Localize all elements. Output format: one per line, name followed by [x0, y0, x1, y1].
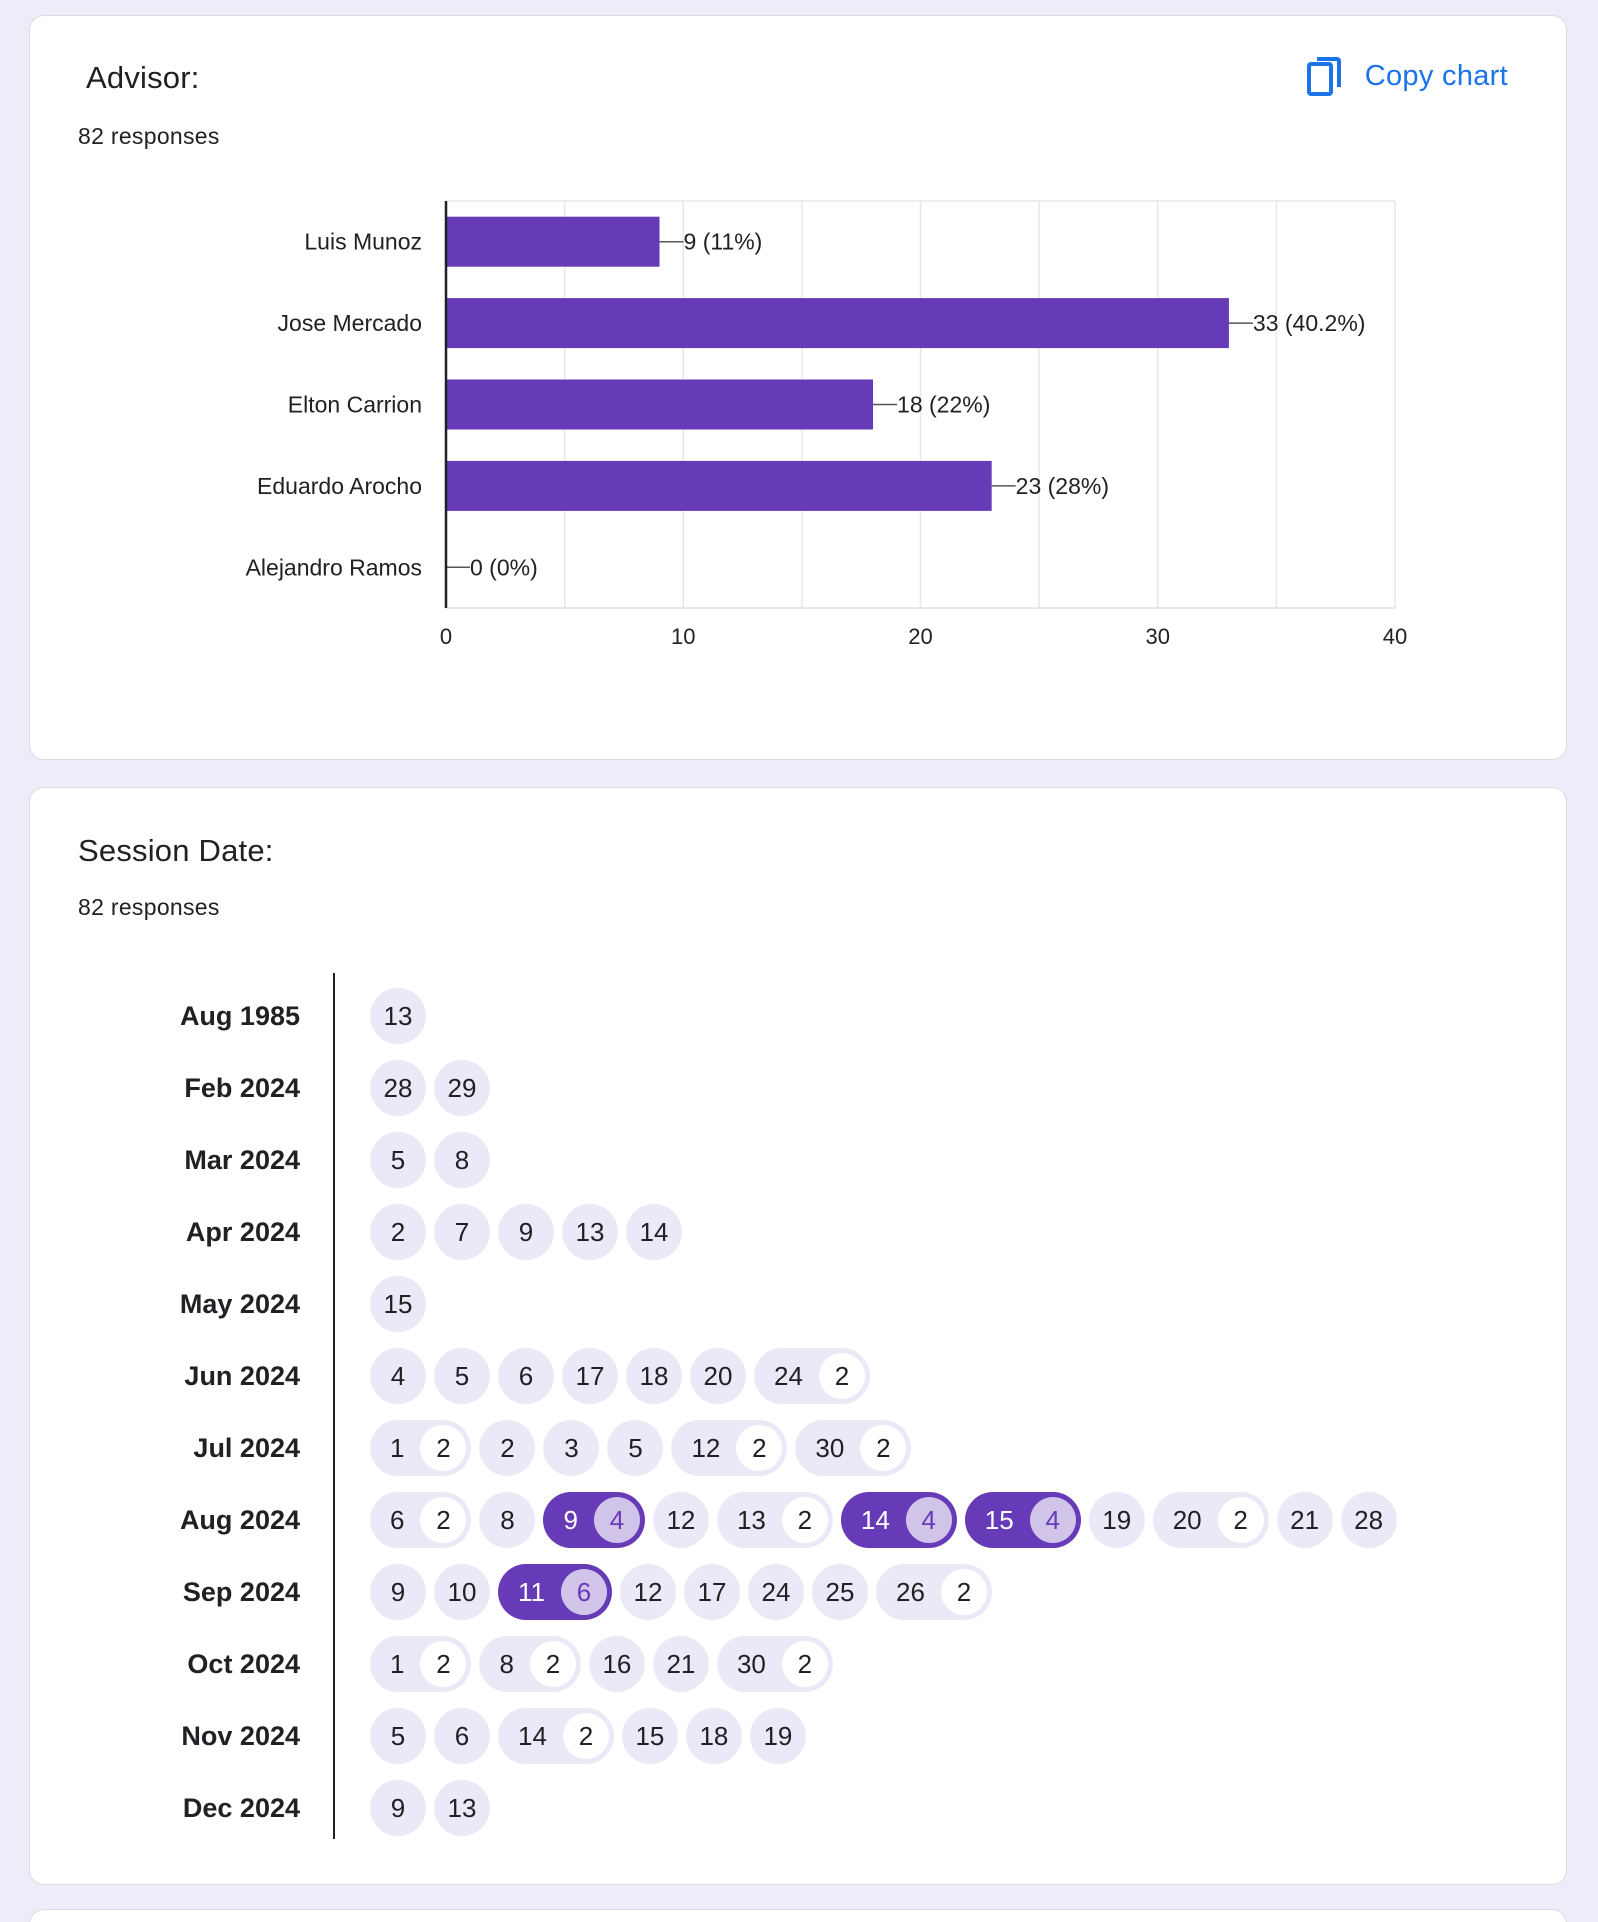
day-count-badge: 2	[782, 1497, 828, 1543]
day-number: 16	[602, 1648, 632, 1679]
day-chip	[562, 1348, 618, 1404]
day-chip	[370, 1708, 426, 1764]
month-label: Feb 2024	[184, 1073, 300, 1103]
month-label: Oct 2024	[187, 1649, 300, 1679]
month-label: Apr 2024	[185, 1217, 300, 1247]
day-count-badge: 2	[736, 1425, 782, 1471]
day-chip	[370, 1780, 426, 1836]
month-row	[30, 1276, 1566, 1332]
day-chip	[498, 1204, 554, 1260]
month-row	[30, 1348, 1566, 1404]
day-number: 6	[518, 1360, 534, 1391]
day-number: 21	[666, 1648, 696, 1679]
month-row	[30, 1636, 1566, 1692]
day-number: 1	[390, 1648, 405, 1679]
day-number: 20	[1172, 1504, 1202, 1535]
day-chip	[748, 1564, 804, 1620]
day-count-badge: 2	[782, 1641, 828, 1687]
day-chip	[543, 1420, 599, 1476]
day-count-badge: 2	[563, 1713, 609, 1759]
day-chips	[370, 1276, 426, 1332]
day-chip	[589, 1636, 645, 1692]
day-chip	[671, 1420, 787, 1476]
month-label: Aug 2024	[179, 1505, 300, 1535]
advisor-bar-chart	[30, 16, 1568, 761]
day-number: 29	[447, 1072, 477, 1103]
day-number: 13	[575, 1216, 605, 1247]
day-chip	[876, 1564, 992, 1620]
day-chip	[684, 1564, 740, 1620]
month-label: Sep 2024	[182, 1577, 300, 1607]
x-tick-label: 40	[1382, 624, 1408, 649]
day-chips	[370, 1204, 682, 1260]
day-count-badge: 2	[941, 1569, 987, 1615]
day-chips	[370, 1492, 1397, 1548]
day-number: 21	[1290, 1504, 1320, 1535]
day-chip	[1153, 1492, 1269, 1548]
day-chip	[750, 1708, 806, 1764]
day-chip	[965, 1492, 1081, 1548]
data-label: 18 (22%)	[897, 391, 991, 418]
day-number: 14	[639, 1216, 669, 1247]
day-chip	[370, 1132, 426, 1188]
day-number: 1	[390, 1432, 405, 1463]
x-tick-label: 0	[439, 624, 453, 649]
day-number: 15	[383, 1288, 413, 1319]
day-number: 5	[454, 1360, 470, 1391]
month-label: Dec 2024	[182, 1793, 300, 1823]
day-chip	[498, 1348, 554, 1404]
day-count-badge: 2	[819, 1353, 865, 1399]
day-number: 9	[563, 1504, 578, 1535]
day-chip	[479, 1420, 535, 1476]
day-chip	[620, 1564, 676, 1620]
day-number: 12	[691, 1432, 721, 1463]
day-count-badge: 4	[1030, 1497, 1076, 1543]
day-chip	[622, 1708, 678, 1764]
day-chip	[1341, 1492, 1397, 1548]
day-number: 25	[825, 1576, 855, 1607]
day-chip	[795, 1420, 911, 1476]
day-count-badge: 2	[1218, 1497, 1264, 1543]
day-count-badge: 2	[530, 1641, 576, 1687]
month-row	[30, 1204, 1566, 1260]
day-chip	[434, 1204, 490, 1260]
day-chips	[370, 1420, 911, 1476]
month-label: Aug 1985	[179, 1001, 300, 1031]
day-count-badge: 2	[420, 1497, 466, 1543]
day-chip	[370, 988, 426, 1044]
day-chip	[841, 1492, 957, 1548]
data-label: 23 (28%)	[1015, 472, 1110, 499]
day-chip	[370, 1564, 426, 1620]
copy-chart-label: Copy chart	[1364, 59, 1508, 92]
day-chip	[498, 1708, 614, 1764]
day-number: 19	[1102, 1504, 1132, 1535]
day-number: 12	[633, 1576, 663, 1607]
day-number: 2	[390, 1216, 406, 1247]
day-number: 14	[518, 1720, 547, 1751]
day-chip	[754, 1348, 870, 1404]
day-chip	[626, 1348, 682, 1404]
day-number: 15	[984, 1504, 1014, 1535]
day-chip	[686, 1708, 742, 1764]
day-number: 18	[639, 1360, 669, 1391]
day-chip	[434, 1780, 490, 1836]
x-tick-label: 10	[671, 624, 696, 649]
month-label: Jun 2024	[184, 1361, 300, 1391]
month-label: Mar 2024	[184, 1145, 300, 1175]
day-chip	[479, 1636, 580, 1692]
month-row	[30, 1564, 1566, 1620]
category-label: Jose Mercado	[277, 310, 422, 337]
bar	[446, 298, 1229, 348]
data-label: 9 (11%)	[683, 228, 763, 255]
next-card	[29, 1909, 1567, 1922]
day-number: 9	[518, 1216, 534, 1247]
day-chip	[653, 1492, 709, 1548]
day-number: 17	[575, 1360, 605, 1391]
month-row	[30, 1132, 1566, 1188]
day-number: 26	[896, 1576, 925, 1607]
day-number: 7	[454, 1216, 470, 1247]
day-chip	[607, 1420, 663, 1476]
day-chip	[543, 1492, 644, 1548]
day-number: 17	[697, 1576, 727, 1607]
day-chips	[370, 988, 426, 1044]
day-number: 20	[703, 1360, 733, 1391]
day-chip	[653, 1636, 709, 1692]
day-count-badge: 2	[860, 1425, 906, 1471]
day-chip	[1277, 1492, 1333, 1548]
month-row	[30, 1780, 1566, 1836]
day-chips	[370, 1348, 870, 1404]
x-tick-label: 20	[908, 624, 933, 649]
day-number: 28	[1354, 1504, 1384, 1535]
x-tick-label: 30	[1145, 624, 1170, 649]
day-count-badge: 2	[420, 1425, 466, 1471]
day-chips	[370, 1780, 490, 1836]
day-number: 3	[564, 1432, 579, 1463]
advisor-response-count: 82 responses	[78, 123, 220, 149]
day-count-badge: 4	[594, 1497, 640, 1543]
day-number: 6	[390, 1504, 405, 1535]
day-chip	[370, 1348, 426, 1404]
day-number: 13	[383, 1000, 413, 1031]
category-label: Elton Carrion	[287, 391, 422, 418]
month-label: Nov 2024	[181, 1721, 300, 1751]
day-chip	[626, 1204, 682, 1260]
day-chip	[370, 1636, 471, 1692]
day-number: 24	[761, 1576, 791, 1607]
day-number: 8	[454, 1144, 470, 1175]
day-number: 5	[390, 1720, 406, 1751]
month-row	[30, 1420, 1566, 1476]
advisor-card	[29, 15, 1567, 760]
day-number: 11	[518, 1576, 545, 1607]
day-number: 19	[763, 1720, 793, 1751]
day-number: 18	[699, 1720, 729, 1751]
day-number: 9	[390, 1792, 406, 1823]
day-chip	[434, 1708, 490, 1764]
day-number: 28	[383, 1072, 413, 1103]
day-chip	[434, 1564, 490, 1620]
day-number: 2	[500, 1432, 515, 1463]
day-number: 13	[447, 1792, 477, 1823]
day-chips	[370, 1708, 806, 1764]
data-label: 33 (40.2%)	[1252, 310, 1366, 337]
day-number: 6	[454, 1720, 470, 1751]
day-chips	[370, 1132, 490, 1188]
day-chip	[370, 1276, 426, 1332]
day-chip	[690, 1348, 746, 1404]
month-label: Jul 2024	[193, 1433, 300, 1463]
category-label: Alejandro Ramos	[245, 554, 422, 581]
day-number: 5	[628, 1432, 643, 1463]
session-response-count: 82 responses	[78, 894, 220, 920]
advisor-title: Advisor:	[86, 60, 200, 95]
day-number: 30	[815, 1432, 845, 1463]
day-number: 10	[447, 1576, 477, 1607]
day-count-badge: 2	[420, 1641, 466, 1687]
session-date-card	[29, 787, 1567, 1885]
bar	[446, 380, 873, 430]
data-label: 0 (0%)	[470, 554, 538, 581]
day-chip	[498, 1564, 612, 1620]
month-row	[30, 1708, 1566, 1764]
month-row	[30, 1492, 1566, 1548]
session-title: Session Date:	[78, 833, 274, 868]
day-chip	[717, 1492, 833, 1548]
month-label: May 2024	[179, 1289, 300, 1319]
day-chip	[434, 1132, 490, 1188]
day-chip	[370, 1420, 471, 1476]
day-number: 5	[390, 1144, 406, 1175]
day-chip	[434, 1060, 490, 1116]
day-chip	[812, 1564, 868, 1620]
day-number: 8	[500, 1504, 515, 1535]
day-chip	[1089, 1492, 1145, 1548]
day-chip	[370, 1204, 426, 1260]
day-number: 30	[736, 1648, 766, 1679]
day-chips	[370, 1636, 833, 1692]
month-row	[30, 1060, 1566, 1116]
day-count-badge: 4	[906, 1497, 952, 1543]
bar	[446, 217, 660, 267]
day-number: 14	[860, 1504, 890, 1535]
day-number: 12	[666, 1504, 696, 1535]
day-number: 13	[736, 1504, 766, 1535]
day-chip	[562, 1204, 618, 1260]
category-label: Eduardo Arocho	[257, 472, 422, 499]
day-count-badge: 6	[561, 1569, 607, 1615]
day-chips	[370, 1060, 490, 1116]
day-number: 4	[390, 1360, 406, 1391]
day-chip	[479, 1492, 535, 1548]
day-chip	[370, 1060, 426, 1116]
day-number: 9	[390, 1576, 406, 1607]
category-label: Luis Munoz	[304, 228, 422, 255]
bar	[446, 461, 992, 511]
day-chips	[370, 1564, 992, 1620]
day-number: 15	[635, 1720, 665, 1751]
day-chip	[370, 1492, 471, 1548]
day-number: 8	[499, 1648, 514, 1679]
month-row	[30, 988, 1566, 1044]
day-number: 24	[774, 1360, 803, 1391]
day-chip	[434, 1348, 490, 1404]
day-chip	[717, 1636, 833, 1692]
